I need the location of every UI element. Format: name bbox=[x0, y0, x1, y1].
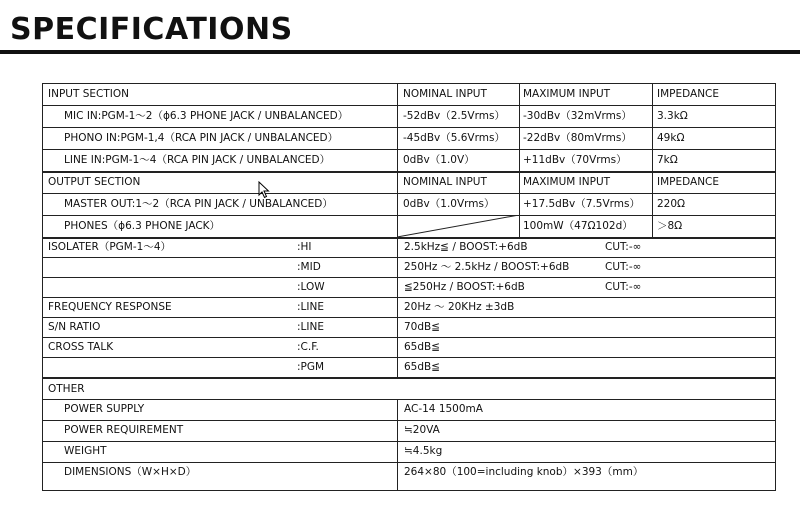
table-column-rule bbox=[397, 171, 398, 237]
other-row-value: AC-14 1500mA bbox=[404, 403, 483, 416]
isolater-cut: CUT:-∞ bbox=[605, 240, 642, 253]
table-column-rule bbox=[519, 83, 520, 171]
table-column-rule bbox=[397, 83, 398, 171]
maximum-input-value: 100mW（47Ω102d） bbox=[523, 219, 633, 232]
empty-cell-slash bbox=[397, 215, 519, 237]
impedance-value: ＞8Ω bbox=[657, 219, 683, 232]
isolater-band: :LOW bbox=[297, 280, 325, 293]
other-row-value: 264×80（100=including knob）×393（mm） bbox=[404, 466, 644, 479]
table-column-rule bbox=[397, 237, 398, 377]
sn-ratio-value: 70dB≦ bbox=[404, 320, 441, 333]
table-border-right bbox=[775, 83, 776, 491]
table-column-rule bbox=[652, 83, 653, 171]
maximum-input-value: -30dBv（32mVrms） bbox=[523, 109, 632, 122]
isolater-band: :MID bbox=[297, 260, 321, 273]
maximum-input-value: +17.5dBv（7.5Vrms） bbox=[523, 197, 640, 210]
output-section-row-label: PHONES（ϕ6.3 PHONE JACK） bbox=[64, 219, 221, 232]
cross-talk-value: 65dB≦ bbox=[404, 340, 441, 353]
other-row-label: WEIGHT bbox=[64, 445, 107, 458]
nominal-input-header: NOMINAL INPUT bbox=[403, 175, 487, 188]
sn-ratio-label: S/N RATIO bbox=[48, 320, 101, 333]
cross-talk-value: 65dB≦ bbox=[404, 360, 441, 373]
table-column-rule bbox=[652, 171, 653, 237]
nominal-input-value: 0dBv（1.0Vrms） bbox=[403, 197, 495, 210]
isolater-label: ISOLATER（PGM-1～4） bbox=[48, 240, 172, 253]
impedance-header: IMPEDANCE bbox=[657, 87, 720, 100]
nominal-input-value: -52dBv（2.5Vrms） bbox=[403, 109, 505, 122]
isolater-value: 250Hz ～ 2.5kHz / BOOST:+6dB bbox=[404, 260, 570, 273]
nominal-input-value: -45dBv（5.6Vrms） bbox=[403, 131, 505, 144]
sn-ratio-sub: :LINE bbox=[297, 320, 324, 333]
isolater-cut: CUT:-∞ bbox=[605, 260, 642, 273]
nominal-input-value: 0dBv（1.0V） bbox=[403, 153, 475, 166]
table-column-rule bbox=[397, 399, 398, 490]
other-row-value: ≒4.5kg bbox=[404, 445, 443, 458]
input-section-header: INPUT SECTION bbox=[48, 87, 129, 100]
maximum-input-header: MAXIMUM INPUT bbox=[523, 175, 611, 188]
specifications-table bbox=[42, 83, 776, 491]
maximum-input-value: -22dBv（80mVrms） bbox=[523, 131, 632, 144]
output-section-row-label: MASTER OUT:1～2（RCA PIN JACK / UNBALANCED） bbox=[64, 197, 333, 210]
maximum-input-header: MAXIMUM INPUT bbox=[523, 87, 611, 100]
impedance-header: IMPEDANCE bbox=[657, 175, 720, 188]
other-row-label: POWER REQUIREMENT bbox=[64, 424, 184, 437]
table-border-bottom bbox=[42, 490, 776, 491]
title-divider bbox=[0, 50, 800, 54]
maximum-input-value: +11dBv（70Vrms） bbox=[523, 153, 627, 166]
impedance-value: 220Ω bbox=[657, 197, 686, 210]
page-title: SPECIFICATIONS bbox=[10, 12, 293, 47]
frequency-response-sub: :LINE bbox=[297, 300, 324, 313]
nominal-input-header: NOMINAL INPUT bbox=[403, 87, 487, 100]
input-section-row-label: LINE IN:PGM-1～4（RCA PIN JACK / UNBALANCED） bbox=[64, 153, 331, 166]
cross-talk-label: CROSS TALK bbox=[48, 340, 114, 353]
table-column-rule bbox=[519, 171, 520, 237]
impedance-value: 49kΩ bbox=[657, 131, 685, 144]
impedance-value: 3.3kΩ bbox=[657, 109, 688, 122]
output-section-header: OUTPUT SECTION bbox=[48, 175, 141, 188]
cross-talk-sub: :PGM bbox=[297, 360, 325, 373]
impedance-value: 7kΩ bbox=[657, 153, 678, 166]
cross-talk-sub: :C.F. bbox=[297, 340, 319, 353]
other-row-label: POWER SUPPLY bbox=[64, 403, 145, 416]
other-header: OTHER bbox=[48, 382, 85, 395]
isolater-value: 2.5kHz≦ / BOOST:+6dB bbox=[404, 240, 528, 253]
frequency-response-value: 20Hz ～ 20KHz ±3dB bbox=[404, 300, 515, 313]
mouse-cursor-icon bbox=[258, 181, 270, 199]
table-border-left bbox=[42, 83, 43, 491]
input-section-row-label: MIC IN:PGM-1～2（ϕ6.3 PHONE JACK / UNBALANCED） bbox=[64, 109, 349, 122]
isolater-value: ≦250Hz / BOOST:+6dB bbox=[404, 280, 525, 293]
isolater-band: :HI bbox=[297, 240, 312, 253]
input-section-row-label: PHONO IN:PGM-1,4（RCA PIN JACK / UNBALANCED） bbox=[64, 131, 339, 144]
frequency-response-label: FREQUENCY RESPONSE bbox=[48, 300, 172, 313]
other-row-label: DIMENSIONS（W×H×D） bbox=[64, 466, 197, 479]
isolater-cut: CUT:-∞ bbox=[605, 280, 642, 293]
other-row-value: ≒20VA bbox=[404, 424, 440, 437]
